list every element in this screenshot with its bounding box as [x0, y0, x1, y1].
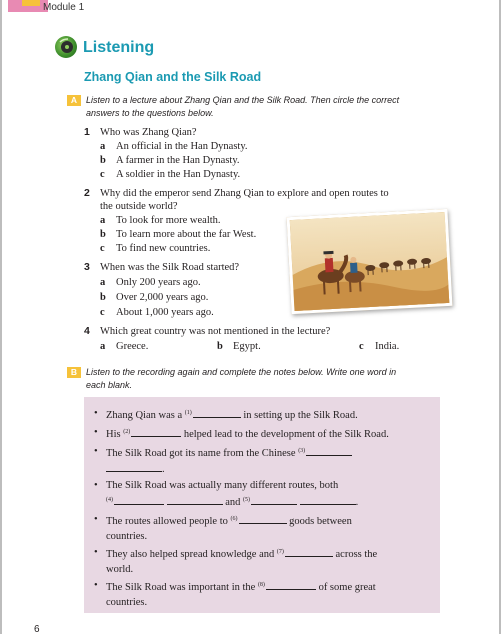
page-number: 6 — [34, 624, 40, 634]
option-letter: c — [100, 169, 105, 180]
question-number: 2 — [84, 187, 90, 199]
option-letter: a — [100, 277, 106, 288]
note-text: goods between — [289, 516, 352, 527]
note-text: Zhang Qian was a — [106, 410, 183, 421]
option-letter: b — [217, 341, 223, 352]
listening-cd-icon — [55, 36, 77, 58]
option-3c[interactable] — [100, 306, 214, 319]
blank-3-continued[interactable] — [106, 461, 162, 472]
question-text: Which great country was not mentioned in the lecture? — [100, 326, 331, 337]
option-text: Only 200 years ago. — [116, 277, 201, 288]
note-text: . — [355, 497, 359, 508]
blank-number: (8) — [257, 582, 265, 588]
option-letter: c — [100, 307, 105, 318]
section-title: Listening — [83, 39, 155, 56]
note-text: . — [162, 464, 165, 475]
blank-4a[interactable] — [114, 494, 164, 505]
blank-2[interactable] — [131, 426, 181, 437]
notes-box — [84, 397, 440, 613]
option-2b[interactable] — [100, 228, 256, 241]
note-text: His — [106, 429, 121, 440]
module-tab-accent — [22, 0, 40, 6]
part-a-badge: A — [67, 95, 81, 106]
option-2a[interactable] — [100, 214, 221, 227]
question-text-line2: the outside world? — [100, 201, 178, 212]
option-4b[interactable] — [217, 340, 261, 353]
blank-number: (1) — [184, 410, 192, 416]
option-1c[interactable] — [100, 168, 240, 181]
option-4c[interactable] — [359, 340, 399, 353]
blank-5b[interactable] — [300, 494, 356, 505]
option-text: To find new countries. — [116, 243, 211, 254]
note-text: helped lead to the development of the Silk Road. — [183, 429, 389, 440]
note-text: The Silk Road was important in the — [106, 582, 256, 593]
silk-road-caravan-illustration — [287, 209, 453, 314]
option-letter: b — [100, 229, 106, 240]
blank-8[interactable] — [266, 579, 316, 590]
option-3a[interactable] — [100, 276, 201, 289]
note-text: countries. — [106, 597, 148, 608]
option-letter: a — [100, 141, 106, 152]
question-text: When was the Silk Road started? — [100, 262, 240, 273]
option-text: An official in the Han Dynasty. — [116, 141, 248, 152]
option-letter: a — [100, 215, 106, 226]
module-label: Module 1 — [43, 2, 85, 13]
note-4: • The Silk Road was actually many different routes, both $^{(4)}$ and $^{(5)}$ . — [94, 480, 359, 508]
note-text: world. — [106, 564, 134, 575]
blank-7[interactable] — [285, 546, 333, 557]
blank-3[interactable] — [306, 445, 352, 456]
note-text: The Silk Road was actually many different routes, both — [106, 480, 339, 491]
question-number: 1 — [84, 126, 90, 138]
blank-6[interactable] — [239, 513, 287, 524]
option-text: To learn more about the far West. — [116, 229, 257, 240]
note-5: • The routes allowed people to $^{(6)}$ goods between countries. — [94, 514, 352, 542]
option-text: About 1,000 years ago. — [116, 307, 214, 318]
note-text: The Silk Road got its name from the Chinese — [106, 448, 296, 459]
question-number: 3 — [84, 261, 90, 273]
option-letter: b — [100, 155, 106, 166]
part-b-instruction-line1: Listen to the recording again and complete the notes below. Write one word in — [86, 367, 397, 377]
note-text: of some great — [318, 582, 376, 593]
note-1: • Zhang Qian was a $^{(1)}$ in setting up the Silk Road. — [94, 408, 358, 421]
note-text: in setting up the Silk Road. — [243, 410, 358, 421]
option-letter: b — [100, 292, 106, 303]
option-text: Egypt. — [233, 341, 261, 352]
option-text: India. — [375, 341, 400, 352]
option-2c[interactable] — [100, 242, 210, 255]
note-6: • They also helped spread knowledge and $^{(7)}$ across the world. — [94, 547, 378, 575]
section-subtitle: Zhang Qian and the Silk Road — [84, 70, 262, 84]
part-b-badge: B — [67, 367, 81, 378]
blank-number: (2) — [123, 429, 131, 435]
note-3: • The Silk Road got its name from the Chinese $^{(3)}$ . — [106, 444, 436, 477]
blank-number: (5) — [243, 497, 251, 503]
blank-number: (6) — [230, 516, 238, 522]
option-text: A farmer in the Han Dynasty. — [116, 155, 240, 166]
note-7: • The Silk Road was important in the $^{(8)}$ of some great countries. — [94, 580, 376, 608]
blank-5a[interactable] — [251, 494, 297, 505]
part-a-instruction-line1: Listen to a lecture about Zhang Qian and the Silk Road. Then circle the correct — [86, 95, 400, 105]
question-text: Who was Zhang Qian? — [100, 127, 197, 138]
option-letter: c — [100, 243, 105, 254]
question-number: 4 — [84, 325, 90, 337]
question-text: Why did the emperor send Zhang Qian to explore and open routes to — [100, 188, 389, 199]
note-text: countries. — [106, 531, 148, 542]
option-text: Greece. — [116, 341, 149, 352]
option-text: To look for more wealth. — [116, 215, 221, 226]
option-1a[interactable] — [100, 140, 248, 153]
note-text: The routes allowed people to — [106, 516, 228, 527]
option-3b[interactable] — [100, 291, 208, 304]
option-letter: c — [359, 341, 364, 352]
blank-4b[interactable] — [167, 494, 223, 505]
part-a-instruction-line2: answers to the questions below. — [86, 108, 214, 118]
option-1b[interactable] — [100, 154, 240, 167]
option-letter: a — [100, 341, 106, 352]
note-text: across the — [335, 549, 378, 560]
option-text: Over 2,000 years ago. — [116, 292, 209, 303]
option-4a[interactable] — [100, 340, 148, 353]
blank-number: (7) — [276, 549, 284, 555]
option-text: A soldier in the Han Dynasty. — [116, 169, 241, 180]
note-text: and — [225, 497, 241, 508]
blank-number: (4) — [106, 497, 113, 503]
blank-number: (3) — [298, 448, 306, 454]
part-b-instruction-line2: each blank. — [86, 380, 133, 390]
blank-1[interactable] — [193, 407, 241, 418]
note-2: • His $^{(2)}$ helped lead to the development of the Silk Road. — [94, 427, 389, 440]
note-text: They also helped spread knowledge and — [106, 549, 275, 560]
